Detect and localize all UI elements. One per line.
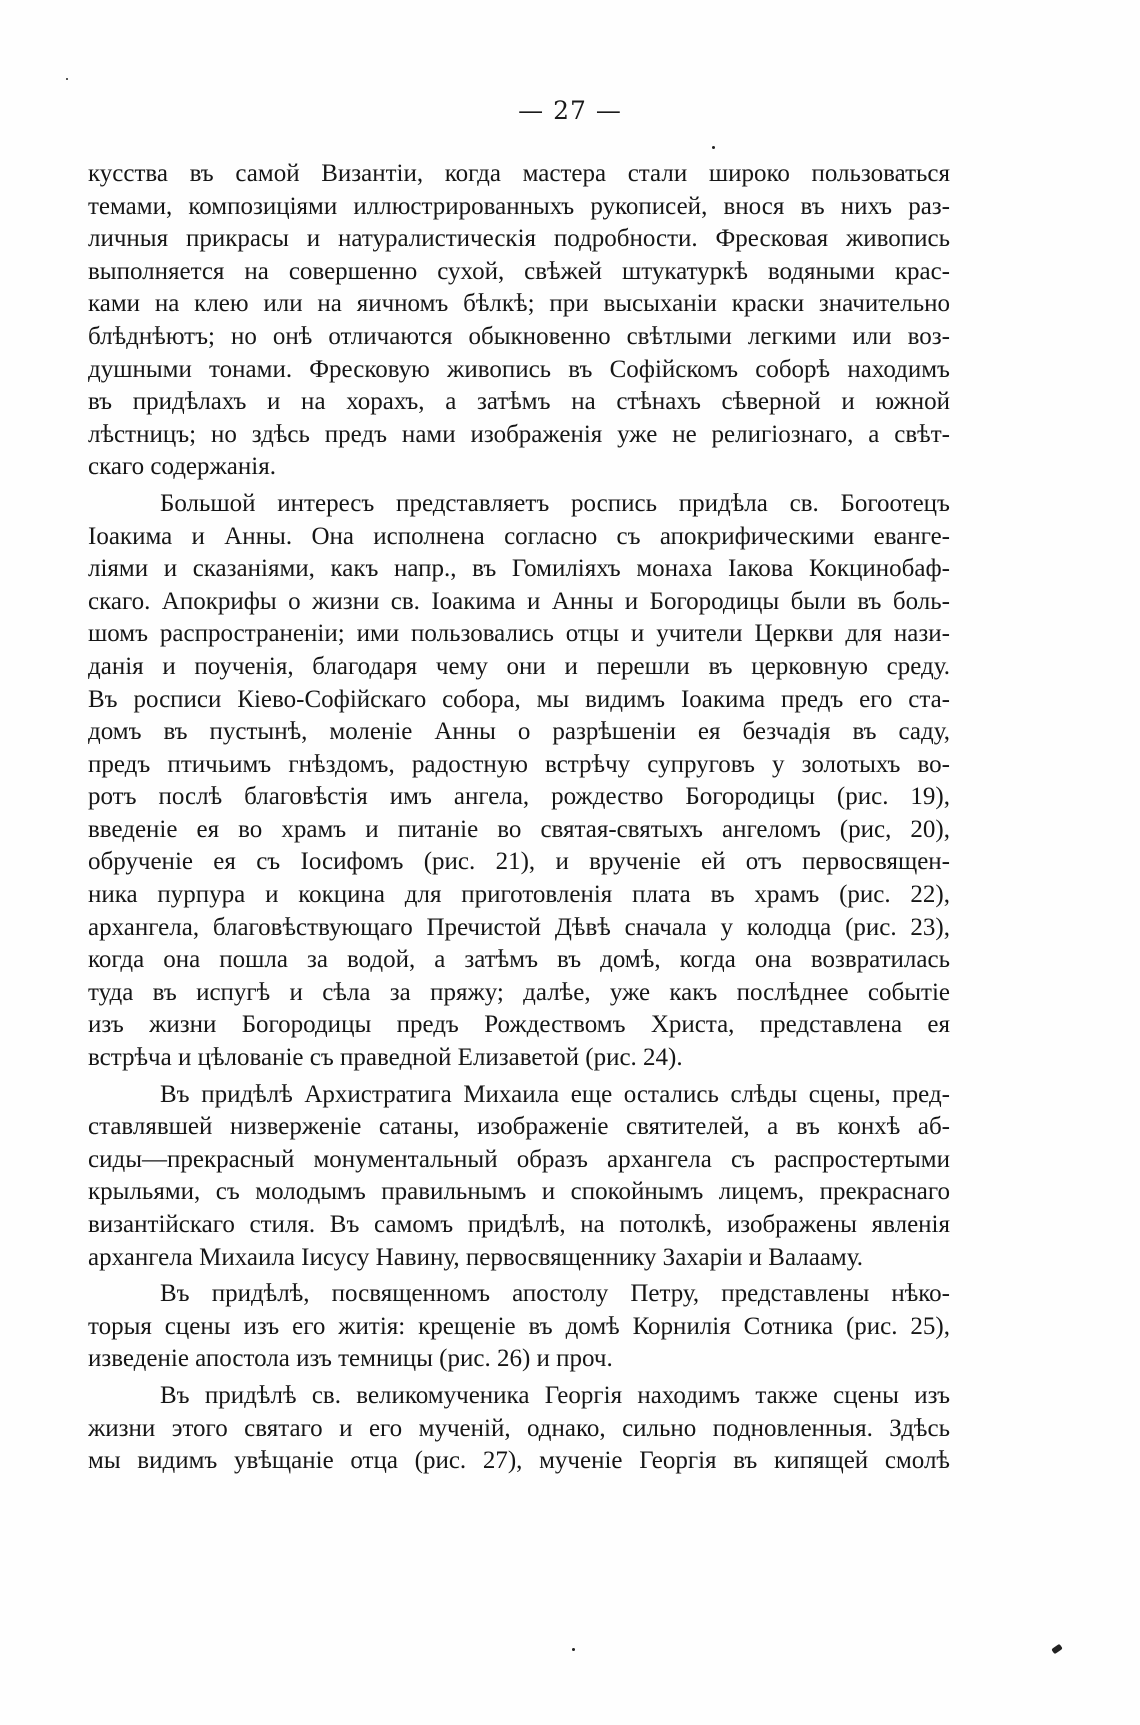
text-line: личныя прикрасы и натуралистическія подробности. Фресковая живопись — [88, 225, 950, 253]
text-line: Большой интересъ представляетъ роспись придѣла св. Богоотецъ — [160, 489, 950, 517]
paragraph-5 — [88, 1380, 950, 1478]
ink-speck — [712, 146, 715, 149]
text-line: ника пурпура и кокцина для приготовленія плата въ храмъ (рис. 22), — [88, 881, 950, 909]
text-line: изведеніе апостола изъ темницы (рис. 26) и проч. — [88, 1345, 613, 1373]
text-line: въ придѣлахъ и на хорахъ, а затѣмъ на стѣнахъ сѣверной и южной — [88, 388, 950, 416]
paragraph-3 — [88, 1079, 950, 1275]
text-line: Іоакима и Анны. Она исполнена согласно съ апокрифическими еванге- — [88, 522, 950, 550]
ink-speck — [572, 1648, 575, 1651]
text-line: мы видимъ увѣщаніе отца (рис. 27), мученіе Георгія въ кипящей смолѣ — [88, 1447, 950, 1475]
text-line: лѣстницъ; но здѣсь предъ нами изображенія уже не религіознаго, а свѣт- — [88, 420, 950, 448]
text-line: византійскаго стиля. Въ самомъ придѣлѣ, на потолкѣ, изображены явленія — [88, 1211, 950, 1238]
text-line: Въ придѣлѣ св. великомученика Георгія находимъ также сцены изъ — [160, 1381, 950, 1409]
text-line: введеніе ея во храмъ и питаніе во святая-святыхъ ангеломъ (рис, 20), — [88, 815, 950, 843]
text-line: кусства въ самой Византіи, когда мастера стали широко пользоваться — [88, 160, 950, 187]
text-line: шомъ распространеніи; ими пользовались отцы и учители Церкви для нази- — [88, 620, 950, 648]
text-line: Въ росписи Кіево-Софійскаго собора, мы видимъ Іоакима предъ его ста- — [88, 685, 950, 713]
text-line: скаго. Апокрифы о жизни св. Іоакима и Анны и Богородицы были въ боль- — [88, 587, 950, 615]
paragraph-4 — [88, 1278, 950, 1376]
body-text — [88, 158, 950, 1482]
page-number: — 27 — — [518, 96, 622, 125]
text-line: душными тонами. Фресковую живопись въ Софійскомъ соборѣ находимъ — [88, 355, 950, 383]
text-line: данія и поученія, благодаря чему они и перешли въ церковную среду. — [88, 652, 950, 680]
text-line: ставлявшей низверженіе сатаны, изображеніе святителей, а въ конхѣ аб- — [88, 1113, 950, 1141]
text-line: обрученіе ея съ Іосифомъ (рис. 21), и врученіе ей отъ первосвящен- — [88, 848, 950, 876]
paragraph-2 — [88, 488, 950, 1075]
text-line: изъ жизни Богородицы предъ Рождествомъ Христа, представлена ея — [88, 1011, 950, 1039]
text-line: сиды—прекрасный монументальный образъ архангела съ распростертыми — [88, 1145, 950, 1173]
text-line: туда въ испугѣ и сѣла за пряжу; далѣе, уже какъ послѣднее событіе — [88, 978, 950, 1006]
ink-mark — [1051, 1644, 1063, 1655]
text-line: жизни этого святаго и его мученій, однако, сильно подновленныя. Здѣсь — [88, 1414, 950, 1442]
paragraph-1 — [88, 158, 950, 484]
text-line: ротъ послѣ благовѣстія имъ ангела, рождество Богородицы (рис. 19), — [88, 783, 950, 811]
text-line: архангела Михаила Іисусу Навину, первосвященнику Захаріи и Валааму. — [88, 1243, 863, 1271]
text-line: Въ придѣлѣ Архистратига Михаила еще остались слѣды сцены, пред- — [160, 1080, 950, 1108]
text-line: темами, композиціями иллюстрированныхъ рукописей, внося въ нихъ раз- — [88, 192, 950, 220]
text-line: когда она пошла за водой, а затѣмъ въ домѣ, когда она возвратилась — [88, 946, 950, 974]
text-line: архангела, благовѣствующаго Пречистой Дѣвѣ сначала у колодца (рис. 23), — [88, 913, 950, 941]
text-line: встрѣча и цѣлованіе съ праведной Елизаветой (рис. 24). — [88, 1044, 683, 1072]
text-line: предъ птичьимъ гнѣздомъ, радостную встрѣчу супруговъ у золотыхъ во- — [88, 750, 950, 778]
ink-speck — [66, 78, 68, 80]
text-line: скаго содержанія. — [88, 453, 276, 481]
text-line: крыльями, съ молодымъ правильнымъ и спокойнымъ лицемъ, прекраснаго — [88, 1178, 950, 1206]
text-line: ліями и сказаніями, какъ напр., въ Гомиліяхъ монаха Іакова Кокцинобаф- — [88, 555, 950, 583]
text-line: Въ придѣлѣ, посвященномъ апостолу Петру, представлены нѣко- — [160, 1280, 950, 1308]
text-line: торыя сцены изъ его житія: крещеніе въ домѣ Корнилія Сотника (рис. 25), — [88, 1312, 950, 1340]
text-line: блѣднѣютъ; но онѣ отличаются обыкновенно свѣтлыми легкими или воз- — [88, 322, 950, 350]
text-line: ками на клею или на яичномъ бѣлкѣ; при высыханіи краски значительно — [88, 290, 950, 318]
text-line: домъ въ пустынѣ, моленіе Анны о разрѣшеніи ея безчадія въ саду, — [88, 718, 950, 746]
text-line: выполняется на совершенно сухой, свѣжей штукатуркѣ водяными крас- — [88, 257, 950, 285]
